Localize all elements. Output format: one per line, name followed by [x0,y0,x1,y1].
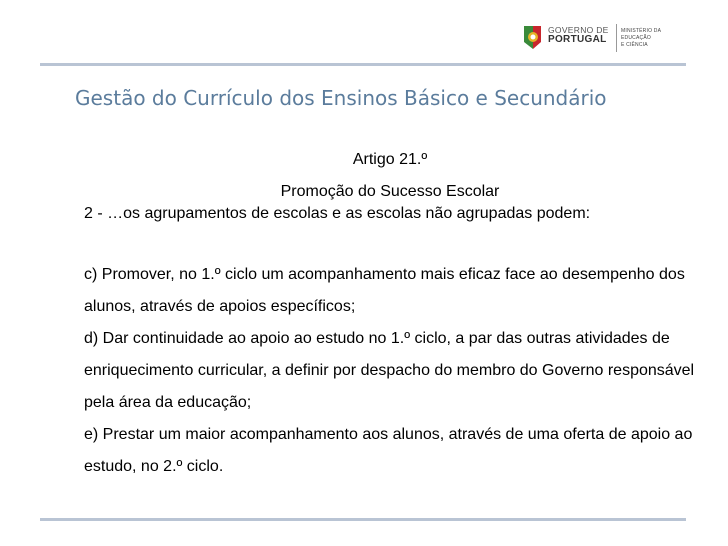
portugal-emblem-icon [520,22,544,52]
item-c: c) Promover, no 1.º ciclo um acompanhamento mais eficaz face ao desempenho dos alunos, através de apoios específicos; [84,266,685,315]
government-name [548,25,609,45]
ministry-line-2: E CIÊNCIA [621,42,648,48]
government-line-2: PORTUGAL [548,34,607,45]
lead-paragraph: 2 - …os agrupamentos de escolas e as escolas não agrupadas podem: [84,205,591,222]
article-number: Artigo 21.º [352,151,428,168]
government-logo [520,22,690,54]
top-divider [40,63,686,66]
item-d: d) Dar continuidade ao apoio ao estudo no 1.º ciclo, a par das outras atividades de enriquecimento curricular, a definir por despacho do membro do Governo responsável pela área da educação; [84,330,695,411]
government-line-1: GOVERNO DE [548,25,609,35]
item-e: e) Prestar um maior acompanhamento aos alunos, através de uma oferta de apoio ao estudo, no 2.º ciclo. [84,426,693,475]
ministry-line-1: MINISTÉRIO DA EDUCAÇÃO [621,28,661,41]
ministry-name [621,28,690,49]
article-heading: Promoção do Sucesso Escolar [280,183,500,200]
bottom-divider [40,518,686,521]
page-title: Gestão do Currículo dos Ensinos Básico e Secundário [75,86,607,110]
logo-divider [616,24,617,52]
